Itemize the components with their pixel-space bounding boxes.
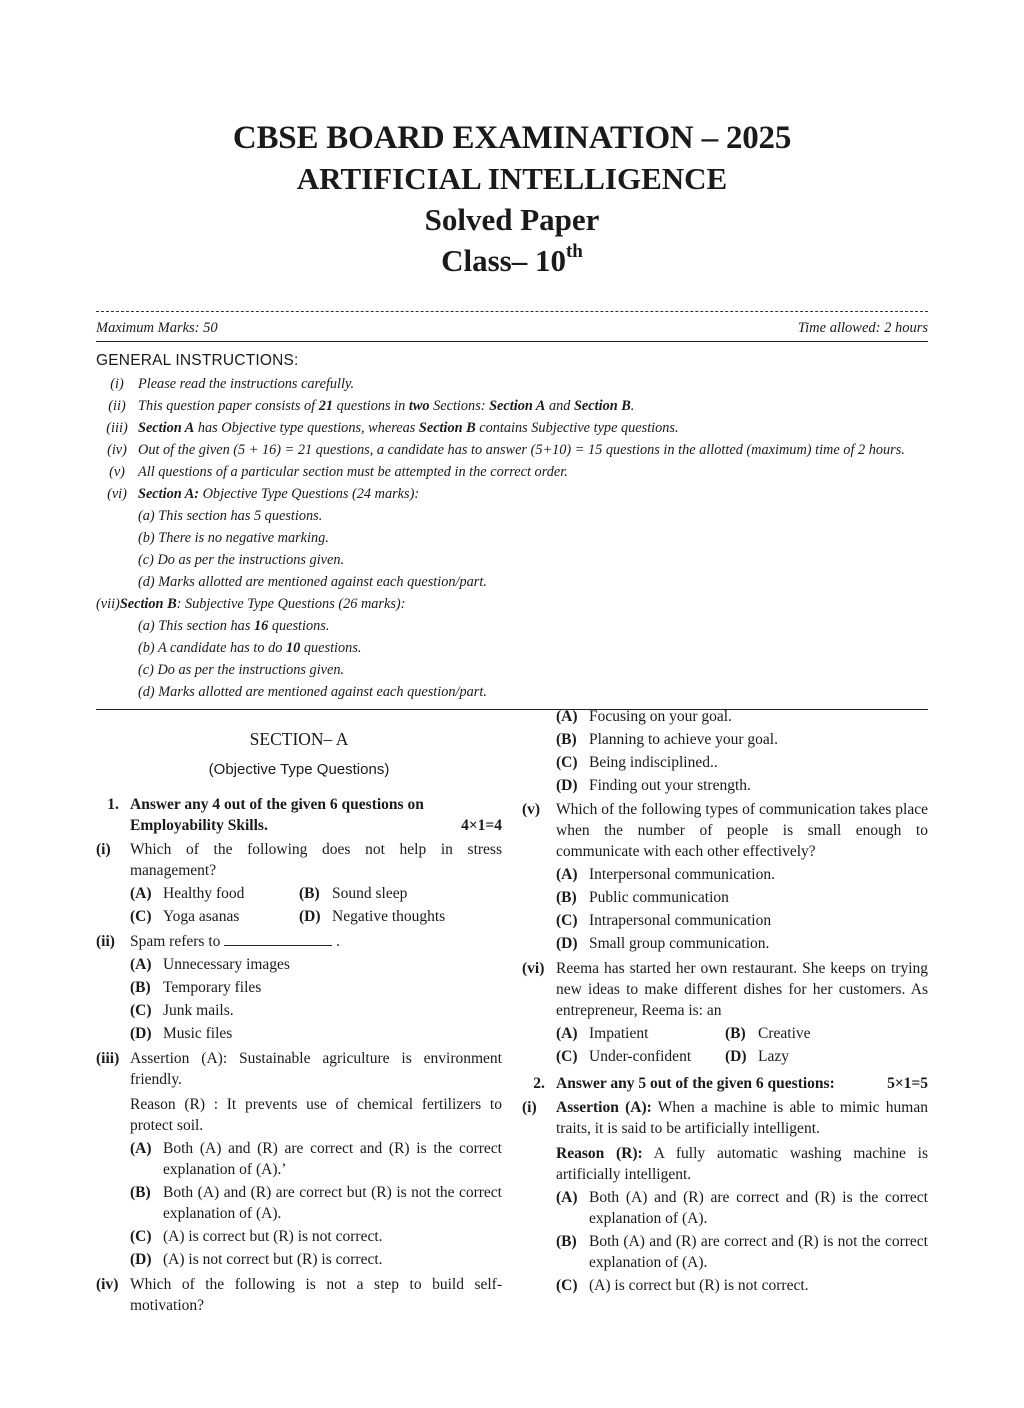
max-marks: Maximum Marks: 50 (96, 320, 218, 336)
instruction-item (96, 373, 928, 395)
question-1-i (96, 839, 502, 881)
question-2-i (522, 1097, 928, 1139)
title-block (96, 118, 928, 281)
instruction-number: (i) (110, 376, 124, 392)
instruction-item (96, 483, 928, 505)
instruction-number: (iv) (107, 442, 127, 458)
question-1-heading (96, 794, 502, 836)
question-1-iii (96, 1048, 502, 1090)
question-text: Which of the following is not a step to build self-motivation? (130, 1276, 502, 1314)
instruction-number: (vii) (96, 596, 120, 612)
instruction-subitem: (c) Do as per the instructions given. (138, 552, 345, 568)
question-text-cont: Employability Skills. (130, 817, 268, 834)
option-a: (A) Unnecessary images (130, 956, 290, 973)
option-a: (A) Healthy food (130, 885, 245, 902)
instruction-text: Section A has Objective type questions, whereas Section B contains Subjective type questions. (138, 420, 679, 436)
instruction-number: (v) (109, 464, 125, 480)
option-d: (D) Music files (130, 1025, 233, 1042)
instruction-number: (ii) (108, 398, 126, 414)
option-b: (B) Both (A) and (R) are correct but (R) is not the correct explanation of (A). (130, 1184, 502, 1222)
option-b: (B) Creative (725, 1025, 811, 1042)
question-1-ii (96, 931, 502, 952)
option-b: (B) Temporary files (130, 979, 262, 996)
time-allowed: Time allowed: 2 hours (797, 320, 928, 336)
instruction-subitem: (d) Marks allotted are mentioned against each question/part. (138, 574, 487, 590)
instruction-text: Please read the instructions carefully. (138, 376, 355, 392)
class-title (96, 241, 928, 281)
option-c: (C) Under-confident (556, 1048, 692, 1065)
left-column (96, 718, 502, 1316)
exam-title: CBSE BOARD EXAMINATION – 2025 (232, 120, 792, 156)
question-2-heading (522, 1073, 928, 1094)
option-c: (C) Junk mails. (130, 1002, 234, 1019)
paper-type: Solved Paper (424, 202, 600, 237)
fill-blank (224, 931, 332, 946)
instruction-subitem: (d) Marks allotted are mentioned against each question/part. (138, 684, 487, 700)
option-b: (B) Sound sleep (299, 885, 408, 902)
question-text: Answer any 4 out of the given 6 questions on (130, 796, 424, 813)
question-text: Which of the following types of communication takes place when the number of people is small enough to communicate with each other effectively? (556, 801, 928, 860)
instruction-item (96, 439, 928, 461)
exam-page (96, 0, 928, 1316)
option-d: (D) (A) is not correct but (R) is correct. (130, 1251, 383, 1268)
section-subtitle: (Objective Type Questions) (208, 761, 390, 778)
question-text: Assertion (A): When a machine is able to mimic human traits, it is said to be artificially intelligent. (556, 1099, 928, 1137)
dashed-divider (96, 311, 928, 312)
question-number: (i) (522, 1099, 537, 1116)
option-d: (D) Negative thoughts (299, 908, 446, 925)
marks-time-row (96, 320, 928, 337)
question-marks: 5×1=5 (887, 1075, 928, 1092)
option-a: (A) Both (A) and (R) are correct and (R) is the correct explanation of (A). (556, 1189, 928, 1227)
reason-text: Reason (R) : It prevents use of chemical fertilizers to protect soil. (130, 1096, 502, 1134)
instruction-item (96, 593, 928, 615)
option-d: (D) Finding out your strength. (556, 777, 751, 794)
instruction-subitem: (a) This section has 5 questions. (138, 508, 323, 524)
question-number: 2. (533, 1075, 545, 1092)
subject-title: ARTIFICIAL INTELLIGENCE (296, 161, 728, 196)
option-a: (A) Focusing on your goal. (556, 708, 732, 725)
class-label: Class– 10 (441, 243, 566, 278)
option-c: (C) Yoga asanas (130, 908, 240, 925)
option-row (96, 906, 502, 927)
question-number: 1. (107, 796, 119, 813)
question-1-v (522, 799, 928, 862)
option-c: (C) (A) is correct but (R) is not correct. (130, 1228, 383, 1245)
question-number: (v) (522, 801, 541, 818)
instruction-subitem: (b) A candidate has to do 10 questions. (138, 640, 362, 656)
question-number: (ii) (96, 933, 115, 950)
question-number: (iv) (96, 1276, 119, 1293)
question-marks: 4×1=4 (461, 817, 502, 834)
question-number: (iii) (96, 1050, 120, 1067)
option-row (96, 883, 502, 904)
option-b: (B) Planning to achieve your goal. (556, 731, 778, 748)
question-text: Assertion (A): Sustainable agriculture is environment friendly. (130, 1050, 502, 1088)
instruction-subitem: (a) This section has 16 questions. (138, 618, 330, 634)
instruction-text: All questions of a particular section must be attempted in the correct order. (138, 464, 568, 480)
question-text: Spam refers to . (130, 933, 341, 950)
reason-text: Reason (R): A fully automatic washing machine is artificially intelligent. (556, 1145, 929, 1183)
option-c: (C) Being indisciplined.. (556, 754, 718, 771)
option-b: (B) Public communication (556, 889, 729, 906)
class-suffix: th (565, 241, 583, 262)
two-column-body (96, 708, 929, 1316)
question-1-vi (522, 958, 928, 1021)
instruction-item (96, 417, 928, 439)
instruction-number: (iii) (106, 420, 128, 436)
question-number: (i) (96, 841, 111, 858)
instructions-heading: GENERAL INSTRUCTIONS: (96, 352, 299, 369)
option-a: (A) Interpersonal communication. (556, 866, 775, 883)
question-text: Answer any 5 out of the given 6 questions: (556, 1075, 835, 1092)
right-column (522, 704, 928, 1316)
instruction-item (96, 461, 928, 483)
option-b: (B) Both (A) and (R) are correct and (R) is not the correct explanation of (A). (556, 1233, 928, 1271)
option-d: (D) Small group communication. (556, 935, 770, 952)
instruction-text: Section A: Objective Type Questions (24 marks): (138, 486, 420, 502)
option-c: (C) Intrapersonal communication (556, 912, 772, 929)
question-text: Which of the following does not help in stress management? (130, 841, 502, 879)
option-a: (A) Both (A) and (R) are correct and (R) is the correct explanation of (A).’ (130, 1140, 502, 1178)
option-row (522, 1023, 928, 1044)
instruction-text: Out of the given (5 + 16) = 21 questions, a candidate has to answer (5+10) = 15 questions in the allotted (maximum) time of 2 hours. (138, 442, 905, 458)
option-c: (C) (A) is correct but (R) is not correct. (556, 1277, 809, 1294)
solid-divider (96, 341, 928, 342)
instruction-number: (vi) (107, 486, 127, 502)
section-title: SECTION– A (249, 729, 349, 749)
question-number: (vi) (522, 960, 545, 977)
option-row (522, 1046, 928, 1067)
instructions-list (96, 373, 928, 703)
question-text: Reema has started her own restaurant. She keeps on trying new ideas to make different dishes for her customers. As entrepreneur, Reema is: an (556, 960, 928, 1019)
instruction-item (96, 395, 928, 417)
question-1-iv (96, 1274, 502, 1316)
instruction-text: Section B: Subjective Type Questions (26 marks): (119, 596, 406, 612)
option-a: (A) Impatient (556, 1025, 649, 1042)
option-d: (D) Lazy (725, 1048, 789, 1065)
instruction-subitem: (c) Do as per the instructions given. (138, 662, 345, 678)
instruction-text: This question paper consists of 21 questions in two Sections: Section A and Section B. (138, 398, 635, 414)
instruction-subitem: (b) There is no negative marking. (138, 530, 329, 546)
